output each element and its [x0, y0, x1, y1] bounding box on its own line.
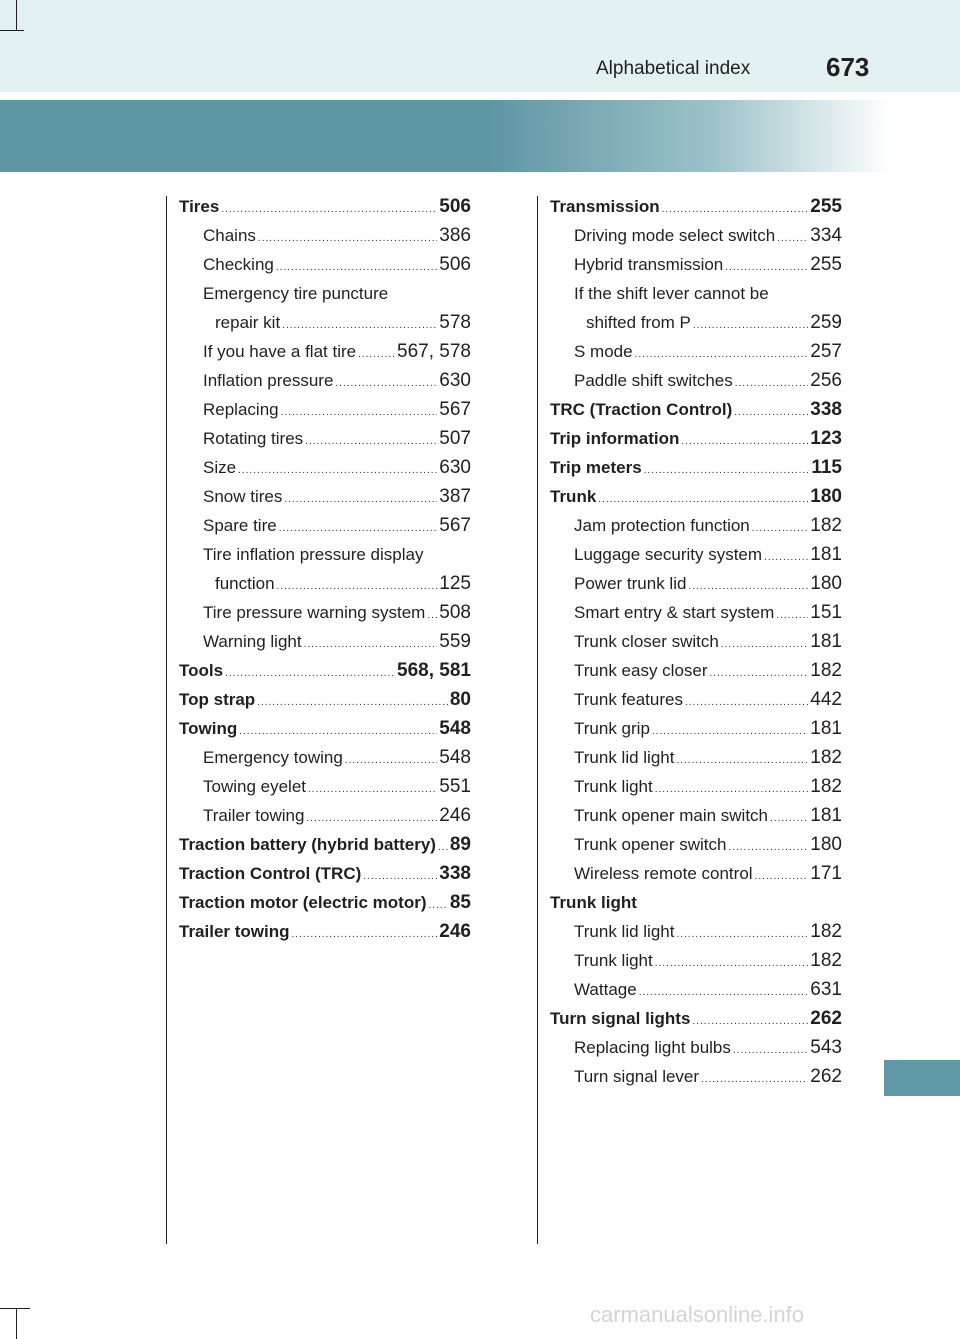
index-entry — [550, 511, 842, 540]
index-entry — [179, 859, 471, 888]
index-entry — [179, 685, 471, 714]
entry-page-reference[interactable]: 181 — [810, 631, 842, 652]
index-entry — [179, 308, 471, 337]
entry-label: Trailer towing — [203, 806, 305, 825]
index-entry — [550, 308, 842, 337]
entry-label: Transmission — [550, 197, 660, 216]
entry-label: Emergency towing — [203, 748, 343, 767]
index-entry — [179, 627, 471, 656]
index-entry — [550, 801, 842, 830]
leader-dots — [258, 224, 437, 253]
index-entry — [550, 453, 842, 482]
index-entry — [179, 598, 471, 627]
leader-dots — [363, 862, 437, 891]
index-entry — [179, 337, 471, 366]
entry-page-reference[interactable]: 181 — [810, 718, 842, 739]
entry-label: Trip meters — [550, 458, 642, 477]
index-entry — [179, 540, 471, 569]
entry-label: Rotating tires — [203, 429, 304, 448]
entry-page-reference[interactable]: 115 — [811, 457, 842, 478]
index-entry — [550, 975, 842, 1004]
entry-label: Wattage — [574, 980, 637, 999]
entry-page-reference[interactable]: 246 — [439, 805, 471, 826]
entry-page-reference[interactable]: 256 — [810, 370, 842, 391]
entry-page-reference[interactable]: 567 — [439, 399, 471, 420]
leader-dots — [257, 688, 448, 717]
entry-page-reference[interactable]: 578 — [439, 312, 471, 333]
index-entry — [550, 569, 842, 598]
leader-dots — [688, 572, 808, 601]
entry-label: Trunk lid light — [574, 748, 675, 767]
crop-mark-top-left — [0, 30, 24, 31]
entry-page-reference[interactable]: 257 — [810, 341, 842, 362]
leader-dots — [752, 514, 809, 543]
index-entry — [550, 540, 842, 569]
index-entry — [179, 917, 471, 946]
index-entry — [550, 830, 842, 859]
leader-dots — [345, 746, 437, 775]
entry-page-reference[interactable]: 543 — [810, 1037, 842, 1058]
leader-dots — [427, 601, 437, 630]
index-entry — [550, 888, 842, 917]
entry-label: Replacing light bulbs — [574, 1038, 731, 1057]
entry-label: Turn signal lights — [550, 1009, 691, 1028]
header-band — [0, 0, 960, 92]
section-title: Alphabetical index — [596, 58, 751, 79]
entry-label: Tools — [179, 661, 224, 680]
crop-mark-bottom-left — [0, 1308, 30, 1309]
entry-label: Hybrid transmission — [574, 255, 724, 274]
entry-label: If the shift lever cannot be — [574, 284, 769, 303]
index-entry — [550, 714, 842, 743]
entry-label: Tires — [179, 197, 220, 216]
entry-page-reference[interactable]: 151 — [810, 602, 842, 623]
index-entry — [179, 772, 471, 801]
chapter-tab — [884, 1060, 960, 1096]
index-entry — [179, 453, 471, 482]
entry-label: Tire pressure warning system — [203, 603, 426, 622]
entry-page-reference[interactable]: 85 — [449, 892, 471, 913]
index-entry — [179, 424, 471, 453]
entry-page-reference[interactable]: 125 — [439, 573, 471, 594]
leader-dots — [662, 195, 809, 224]
index-entry — [550, 221, 842, 250]
leader-dots — [735, 369, 809, 398]
leader-dots — [428, 891, 447, 920]
leader-dots — [685, 688, 808, 717]
entry-label: Power trunk lid — [574, 574, 687, 593]
index-entry — [179, 482, 471, 511]
entry-label: shifted from P — [586, 313, 691, 332]
entry-label: TRC (Traction Control) — [550, 400, 733, 419]
index-entry — [550, 366, 842, 395]
index-entry — [179, 366, 471, 395]
entry-label: function — [215, 574, 275, 593]
leader-dots — [701, 1065, 808, 1094]
entry-label: Trunk light — [574, 951, 653, 970]
leader-dots — [721, 630, 808, 659]
index-entry — [179, 801, 471, 830]
index-entry — [550, 772, 842, 801]
entry-page-reference[interactable]: 182 — [810, 747, 842, 768]
entry-page-reference[interactable]: 182 — [810, 776, 842, 797]
index-entry — [550, 1062, 842, 1091]
entry-page-reference[interactable]: 246 — [439, 921, 471, 942]
leader-dots — [221, 195, 437, 224]
index-entry — [179, 221, 471, 250]
watermark: carmanualsonline.info — [590, 1302, 805, 1327]
entry-page-reference[interactable]: 548 — [439, 718, 471, 739]
leader-dots — [335, 369, 437, 398]
entry-page-reference[interactable]: 181 — [810, 544, 842, 565]
entry-label: Wireless remote control — [574, 864, 753, 883]
leader-dots — [239, 717, 437, 746]
leader-dots — [734, 398, 808, 427]
index-entry — [179, 192, 471, 221]
entry-page-reference[interactable]: 262 — [810, 1066, 842, 1087]
entry-label: Trip information — [550, 429, 680, 448]
entry-label: repair kit — [215, 313, 281, 332]
entry-label: Checking — [203, 255, 274, 274]
entry-page-reference[interactable]: 255 — [810, 196, 842, 217]
entry-label: Traction Control (TRC) — [179, 864, 362, 883]
index-entry — [550, 859, 842, 888]
entry-page-reference[interactable]: 171 — [810, 863, 842, 884]
entry-label: Traction motor (electric motor) — [179, 893, 427, 912]
entry-page-reference[interactable]: 334 — [810, 225, 842, 246]
entry-page-reference[interactable]: 259 — [810, 312, 842, 333]
page-number: 673 — [826, 52, 870, 82]
entry-page-reference[interactable]: 181 — [810, 805, 842, 826]
entry-label: Turn signal lever — [574, 1067, 700, 1086]
index-entry — [179, 656, 471, 685]
entry-page-reference[interactable]: 182 — [810, 950, 842, 971]
index-entry — [550, 395, 842, 424]
index-entry — [550, 424, 842, 453]
leader-dots — [733, 1036, 808, 1065]
entry-page-reference[interactable]: 630 — [439, 457, 471, 478]
entry-label: Emergency tire puncture — [203, 284, 389, 303]
entry-label: Trunk opener switch — [574, 835, 727, 854]
leader-dots — [305, 427, 437, 456]
entry-label: Driving mode select switch — [574, 226, 776, 245]
leader-dots — [676, 746, 808, 775]
entry-page-reference[interactable]: 338 — [439, 863, 471, 884]
entry-page-reference[interactable]: 338 — [810, 399, 842, 420]
index-entry — [550, 917, 842, 946]
index-entry — [550, 1033, 842, 1062]
leader-dots — [692, 1007, 808, 1036]
leader-dots — [725, 253, 808, 282]
leader-dots — [728, 833, 808, 862]
index-entry — [179, 830, 471, 859]
crop-mark-top-left-v — [16, 0, 17, 30]
leader-dots — [755, 862, 809, 891]
entry-page-reference[interactable]: 262 — [810, 1008, 842, 1029]
leader-dots — [292, 920, 438, 949]
index-entry — [550, 685, 842, 714]
leader-dots — [644, 456, 810, 485]
entry-page-reference[interactable]: 180 — [810, 486, 842, 507]
leader-dots — [306, 804, 437, 833]
entry-label: Trunk features — [574, 690, 683, 709]
entry-label: Trunk grip — [574, 719, 650, 738]
entry-page-reference[interactable]: 182 — [810, 515, 842, 536]
entry-page-reference[interactable]: 506 — [439, 254, 471, 275]
left-index-column — [179, 192, 471, 946]
entry-page-reference[interactable]: 507 — [439, 428, 471, 449]
entry-label: Spare tire — [203, 516, 277, 535]
index-entry — [550, 598, 842, 627]
index-entry — [550, 279, 842, 308]
section-banner — [0, 100, 890, 172]
entry-label: Trunk — [550, 487, 597, 506]
entry-page-reference[interactable]: 508 — [439, 602, 471, 623]
left-column-rule — [166, 196, 167, 1244]
entry-label: Replacing — [203, 400, 279, 419]
entry-page-reference[interactable]: 559 — [439, 631, 471, 652]
entry-page-reference[interactable]: 567, 578 — [397, 341, 471, 362]
entry-label: Paddle shift switches — [574, 371, 733, 390]
entry-label: Towing eyelet — [203, 777, 307, 796]
index-entry — [550, 250, 842, 279]
leader-dots — [710, 659, 809, 688]
entry-label: Trailer towing — [179, 922, 290, 941]
entry-label: Tire inflation pressure display — [203, 545, 424, 564]
leader-dots — [304, 630, 438, 659]
entry-page-reference[interactable]: 182 — [810, 921, 842, 942]
entry-page-reference[interactable]: 387 — [439, 486, 471, 507]
leader-dots — [277, 572, 438, 601]
leader-dots — [238, 456, 437, 485]
entry-page-reference[interactable]: 180 — [810, 573, 842, 594]
entry-page-reference[interactable]: 548 — [439, 747, 471, 768]
leader-dots — [652, 717, 808, 746]
leader-dots — [358, 340, 395, 369]
entry-label: Trunk lid light — [574, 922, 675, 941]
entry-label: Warning light — [203, 632, 302, 651]
index-entry — [550, 656, 842, 685]
entry-label: Luggage security system — [574, 545, 763, 564]
entry-page-reference[interactable]: 255 — [810, 254, 842, 275]
leader-dots — [764, 543, 808, 572]
leader-dots — [281, 398, 438, 427]
leader-dots — [639, 978, 809, 1007]
leader-dots — [770, 804, 808, 833]
entry-label: Size — [203, 458, 237, 477]
entry-page-reference[interactable]: 123 — [810, 428, 842, 449]
leader-dots — [276, 253, 437, 282]
entry-page-reference[interactable]: 567 — [439, 515, 471, 536]
index-entry — [550, 946, 842, 975]
leader-dots — [655, 775, 809, 804]
leader-dots — [279, 514, 438, 543]
entry-label: Towing — [179, 719, 238, 738]
index-entry — [550, 1004, 842, 1033]
index-entry — [179, 395, 471, 424]
entry-label: Trunk opener main switch — [574, 806, 769, 825]
leader-dots — [681, 427, 808, 456]
leader-dots — [438, 833, 448, 862]
index-entry — [179, 743, 471, 772]
entry-label: Trunk easy closer — [574, 661, 708, 680]
entry-page-reference[interactable]: 180 — [810, 834, 842, 855]
leader-dots — [777, 224, 808, 253]
entry-page-reference[interactable]: 631 — [810, 979, 842, 1000]
entry-page-reference[interactable]: 89 — [449, 834, 471, 855]
right-index-column — [550, 192, 842, 1091]
entry-label: Jam protection function — [574, 516, 750, 535]
index-entry — [179, 714, 471, 743]
leader-dots — [282, 311, 437, 340]
leader-dots — [598, 485, 808, 514]
entry-label: Trunk light — [574, 777, 653, 796]
leader-dots — [693, 311, 808, 340]
index-entry — [550, 337, 842, 366]
entry-label: Trunk closer switch — [574, 632, 719, 651]
index-entry — [550, 192, 842, 221]
entry-label: Chains — [203, 226, 256, 245]
entry-label: Inflation pressure — [203, 371, 334, 390]
entry-label: S mode — [574, 342, 633, 361]
leader-dots — [225, 659, 395, 688]
index-entry — [179, 250, 471, 279]
entry-page-reference[interactable]: 630 — [439, 370, 471, 391]
entry-page-reference[interactable]: 568, 581 — [397, 660, 471, 681]
entry-label: Snow tires — [203, 487, 283, 506]
entry-label: Trunk light — [550, 893, 637, 912]
entry-label: Top strap — [179, 690, 256, 709]
leader-dots — [776, 601, 808, 630]
index-entry — [550, 743, 842, 772]
leader-dots — [655, 949, 809, 978]
entry-page-reference[interactable]: 80 — [449, 689, 471, 710]
leader-dots — [284, 485, 437, 514]
entry-label: Smart entry & start system — [574, 603, 775, 622]
entry-label: Traction battery (hybrid battery) — [179, 835, 436, 854]
index-entry — [179, 888, 471, 917]
index-entry — [550, 627, 842, 656]
entry-label: If you have a flat tire — [203, 342, 357, 361]
entry-page-reference[interactable]: 551 — [439, 776, 471, 797]
entry-page-reference[interactable]: 442 — [810, 689, 842, 710]
leader-dots — [308, 775, 437, 804]
index-entry — [179, 279, 471, 308]
leader-dots — [676, 920, 808, 949]
entry-page-reference[interactable]: 182 — [810, 660, 842, 681]
leader-dots — [635, 340, 809, 369]
index-entry — [179, 569, 471, 598]
entry-page-reference[interactable]: 386 — [439, 225, 471, 246]
crop-mark-bottom-left-v — [16, 1308, 17, 1339]
entry-page-reference[interactable]: 506 — [439, 196, 471, 217]
index-entry — [550, 482, 842, 511]
index-entry — [179, 511, 471, 540]
middle-column-rule — [537, 196, 538, 1244]
